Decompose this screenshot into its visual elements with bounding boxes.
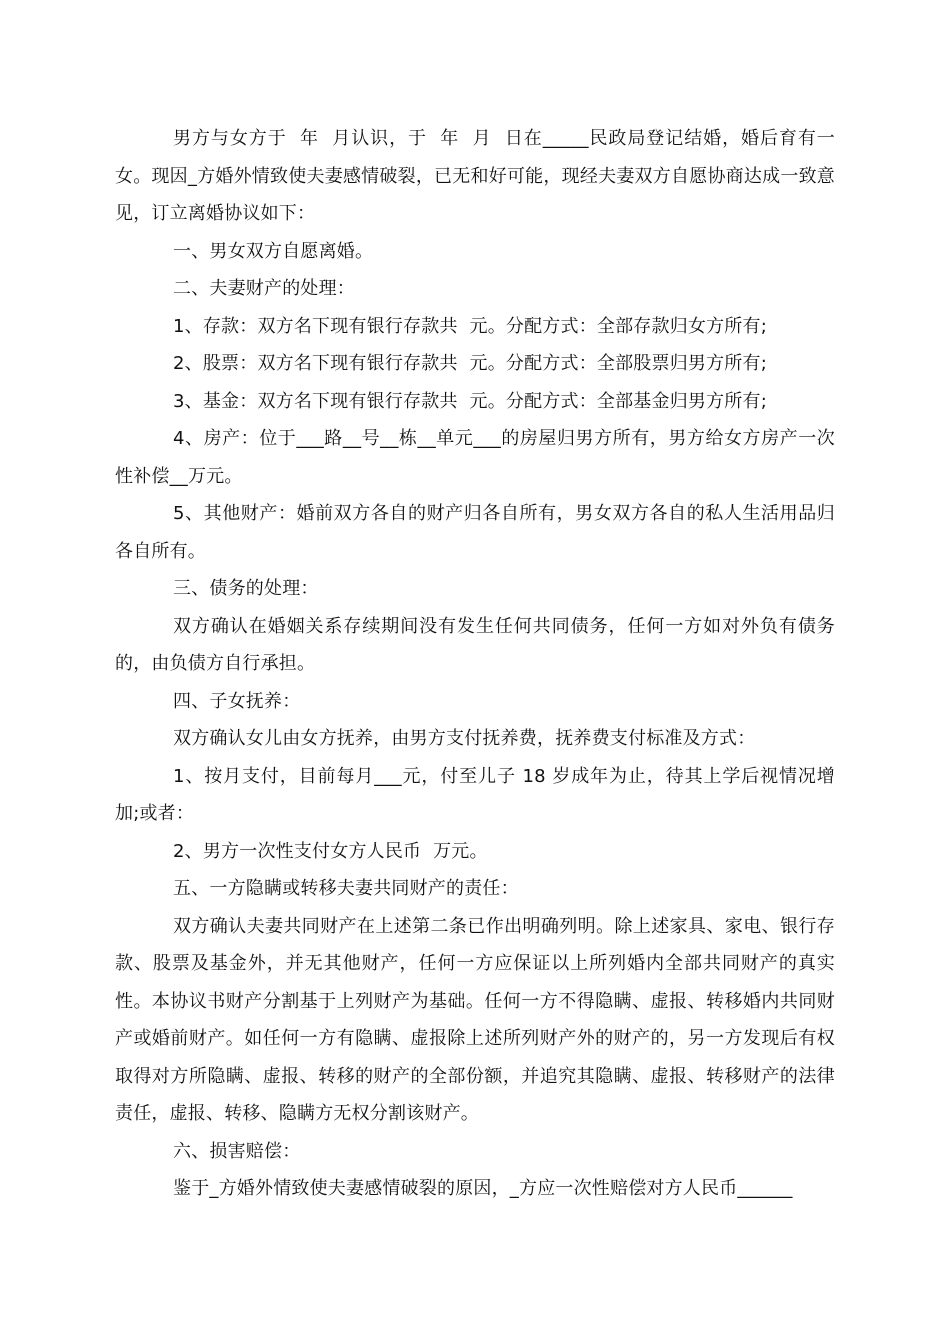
clause-5-heading: 五、一方隐瞒或转移夫妻共同财产的责任： <box>173 878 519 899</box>
clause-1-heading: 一、男女双方自愿离婚。 <box>173 240 374 262</box>
clause-2-heading: 二、夫妻财产的处理： <box>173 278 355 299</box>
clause-3-heading: 三、债务的处理： <box>173 578 319 599</box>
clause-4-heading: 四、子女抚养： <box>173 690 301 712</box>
property-item-stocks: 2、股票：双方名下现有银行存款共 元。分配方式：全部股票归男方所有; <box>173 353 767 374</box>
document-body <box>115 120 835 1208</box>
support-option-lump-sum: 2、男方一次性支付女方人民币 万元。 <box>173 840 488 862</box>
debt-paragraph: 双方确认在婚姻关系存续期间没有发生任何共同债务，任何一方如对外负有债务的，由负债方自行承担。 <box>115 615 835 674</box>
property-item-funds: 3、基金：双方名下现有银行存款共 元。分配方式：全部基金归男方所有; <box>173 390 767 412</box>
clause-6-heading: 六、损害赔偿： <box>173 1140 301 1162</box>
concealment-paragraph: 双方确认夫妻共同财产在上述第二条已作出明确列明。除上述家具、家电、银行存款、股票及基金外，并无其他财产，任何一方应保证以上所列婚内全部共同财产的真实性。本协议书财产分割基于上列财产为基础。任何一方不得隐瞒、虚报、转移婚内共同财产或婚前财产。如任何一方有隐瞒、虚报除上述所列财产外的财产的，另一方发现后有权取得对方所隐瞒、虚报、转移的财产的全部份额，并追究其隐瞒、虚报、转移财产的法律责任，虚报、转移、隐瞒方无权分割该财产。 <box>115 915 835 1124</box>
property-item-other: 5、其他财产：婚前双方各自的财产归各自所有，男女双方各自的私人生活用品归各自所有。 <box>115 503 835 562</box>
custody-paragraph: 双方确认女儿由女方抚养，由男方支付抚养费，抚养费支付标准及方式： <box>173 728 756 749</box>
intro-paragraph: 男方与女方于 年 月认识，于 年 月 日在_____民政局登记结婚，婚后育有一女。现因_方婚外情致使夫妻感情破裂，已无和好可能，现经夫妻双方自愿协商达成一致意见，订立离婚协议如下： <box>115 128 835 224</box>
property-item-house: 4、房产：位于___路__号__栋__单元___的房屋归男方所有，男方给女方房产一次性补偿__万元。 <box>115 428 835 487</box>
damages-paragraph: 鉴于_方婚外情致使夫妻感情破裂的原因，_方应一次性赔偿对方人民币______ <box>173 1178 793 1199</box>
property-item-deposits: 1、存款：双方名下现有银行存款共 元。分配方式：全部存款归女方所有; <box>173 315 767 337</box>
support-option-monthly: 1、按月支付，目前每月___元，付至儿子 18 岁成年为止，待其上学后视情况增加;或者： <box>115 765 835 824</box>
